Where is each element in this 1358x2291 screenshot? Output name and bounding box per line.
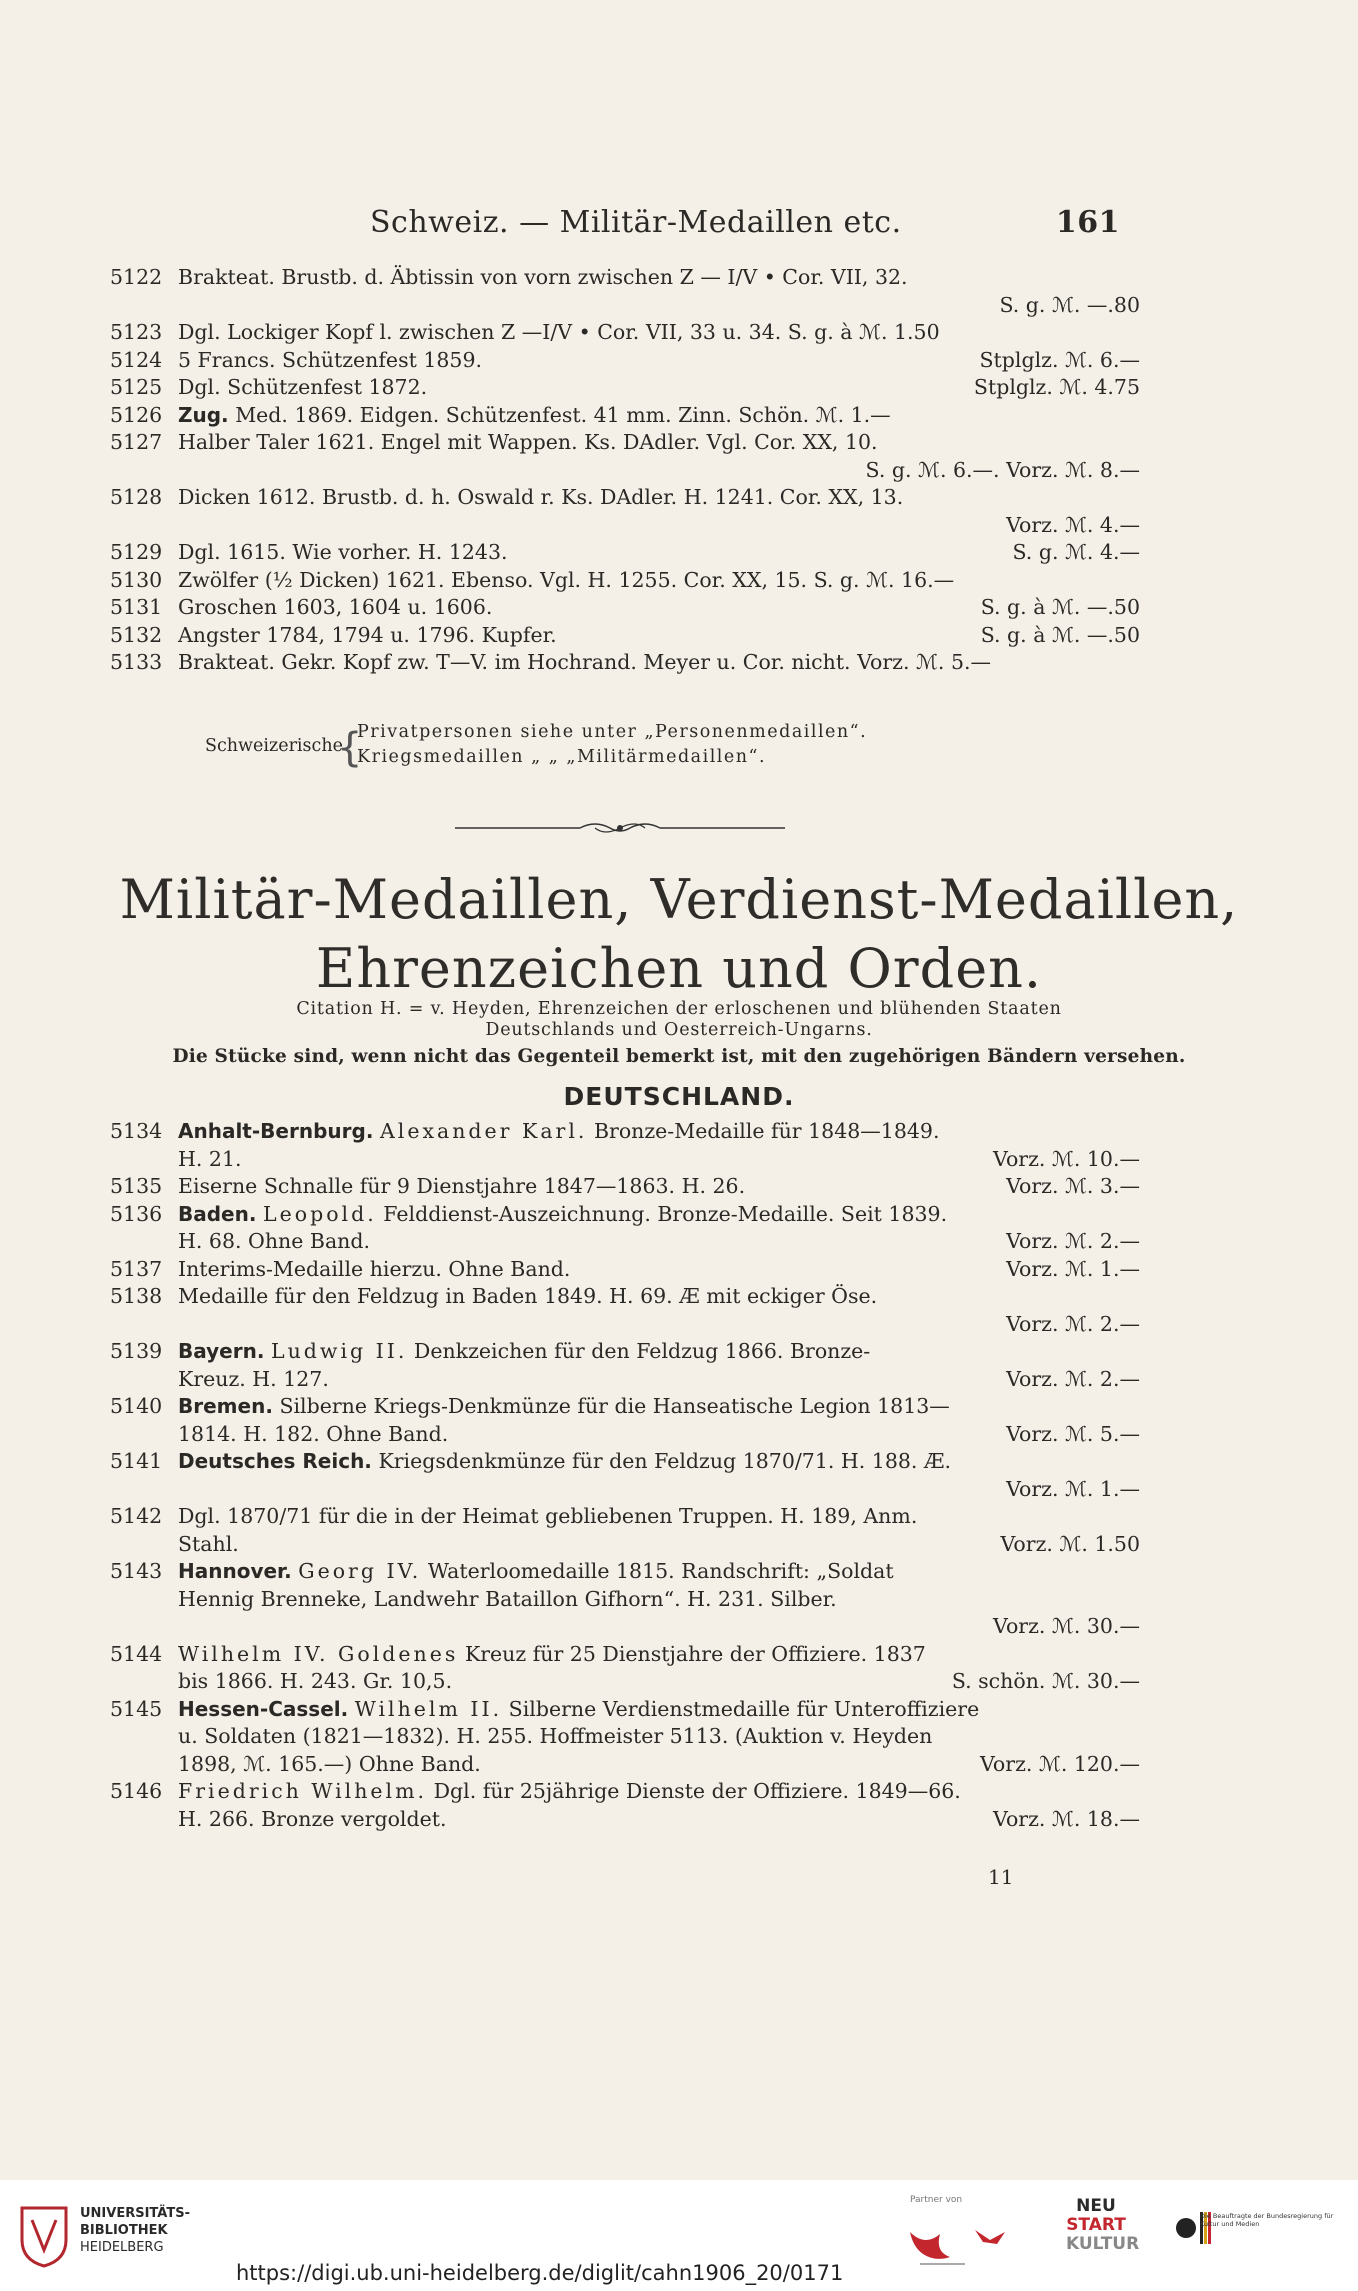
citation-line-1: Citation H. = v. Heyden, Ehrenzeichen der erloschenen und blühenden Staaten: [296, 999, 1062, 1019]
catalog-entry-5122: [110, 264, 1140, 292]
entry-price: S. g. ℳ. 4.—: [1012, 540, 1140, 564]
entry-ruler-name: Friedrich Wilhelm.: [178, 1779, 428, 1803]
catalog-entry-5125: [110, 374, 1140, 402]
entry-ruler-name: Alexander Karl.: [379, 1119, 588, 1143]
entry-text: [178, 1173, 745, 1201]
entry-number: 5126: [110, 402, 163, 427]
entry-price: Vorz. ℳ. 1.50: [1000, 1531, 1140, 1556]
header-title: Schweiz. — Militär-Medaillen etc.: [370, 205, 902, 240]
entry-text: [178, 1228, 370, 1256]
entry-text: [178, 1586, 837, 1614]
note-row-2: Kriegsmedaillen „ „ „Militärmedaillen“.: [357, 747, 767, 767]
entry-text: [178, 1641, 926, 1669]
entry-keyword: Baden.: [178, 1201, 257, 1226]
entry-description: bis 1866. H. 243. Gr. 10,5.: [178, 1669, 453, 1693]
catalog-entry-5141: [110, 1448, 1140, 1476]
entry-price: S. g. ℳ. 6.—. Vorz. ℳ. 8.—: [865, 457, 1140, 482]
entry-description: Dicken 1612. Brustb. d. h. Oswald r. Ks. DAdler. H. 1241. Cor. XX, 13.: [178, 485, 904, 509]
entry-description: u. Soldaten (1821—1832). H. 255. Hoffmeister 5113. (Auktion v. Heyden: [178, 1724, 933, 1748]
document-url-link[interactable]: https://digi.ub.uni-heidelberg.de/diglit/cahn1906_20/0171: [236, 2261, 844, 2285]
entry-description: Dgl. 1615. Wie vorher. H. 1243.: [178, 540, 508, 564]
catalog-entry-5123: [110, 319, 1140, 347]
catalog-entry-5144: [110, 1641, 1140, 1669]
partner-bird-logo-icon: [905, 2212, 1035, 2272]
section-title-line-1: Militär-Medaillen, Verdienst-Medaillen,: [119, 868, 1239, 931]
entry-text: [178, 1668, 452, 1696]
page-number: 161: [1055, 205, 1120, 240]
catalog-entry-continuation: [110, 292, 1140, 320]
entry-price: Vorz. ℳ. 2.—: [1006, 1311, 1140, 1336]
entry-text: [178, 484, 903, 512]
entry-description: Angster 1784, 1794 u. 1796. Kupfer.: [178, 622, 557, 647]
entry-number: 5136: [110, 1201, 163, 1226]
divider-ornament: [455, 818, 785, 838]
entry-number: 5139: [110, 1339, 163, 1363]
ribbon-remark: Die Stücke sind, wenn nicht das Gegenteil bemerkt ist, mit den zugehörigen Bändern versehen.: [172, 1046, 1186, 1067]
neustart-line: KULTUR: [1066, 2234, 1140, 2254]
catalog-entry-continuation: [110, 1228, 1140, 1256]
section-title-line-2: Ehrenzeichen und Orden.: [315, 937, 1043, 1000]
entry-description: Groschen 1603, 1604 u. 1606.: [178, 595, 493, 619]
entry-text: [178, 539, 508, 567]
entry-text: [178, 1696, 979, 1724]
entry-description: 1814. H. 182. Ohne Band.: [178, 1421, 449, 1446]
catalog-entry-5135: [110, 1173, 1140, 1201]
partner-label: Partner von: [910, 2195, 963, 2205]
entry-description: Med. 1869. Eidgen. Schützenfest. 41 mm. Zinn. Schön. ℳ. 1.—: [235, 402, 891, 427]
entry-keyword: Anhalt-Bernburg.: [178, 1119, 374, 1143]
entry-number: 5145: [110, 1696, 163, 1721]
entry-text: [178, 319, 940, 347]
library-line: BIBLIOTHEK: [80, 2223, 168, 2238]
entry-ruler-name: Leopold.: [263, 1201, 377, 1226]
entry-description: Interims-Medaille hierzu. Ohne Band.: [178, 1256, 571, 1281]
entry-price: Vorz. ℳ. 5.—: [1006, 1421, 1140, 1446]
entry-price: Vorz. ℳ. 1.—: [1006, 1256, 1140, 1281]
entry-price: Vorz. ℳ. 30.—: [993, 1614, 1140, 1638]
entry-description: Felddienst-Auszeichnung. Bronze-Medaille. Seit 1839.: [383, 1201, 948, 1226]
entry-text: [178, 1778, 961, 1806]
note-row-1: Privatpersonen siehe unter „Personenmedaillen“.: [357, 722, 868, 742]
entry-ruler-name: Georg IV.: [298, 1559, 422, 1583]
entry-keyword: Deutsches Reich.: [178, 1449, 372, 1473]
entry-number: 5125: [110, 375, 163, 399]
entry-description: H. 266. Bronze vergoldet.: [178, 1806, 447, 1831]
entry-text: [178, 264, 908, 292]
entry-keyword: Hannover.: [178, 1559, 292, 1583]
library-name: [80, 2205, 190, 2256]
entry-number: 5135: [110, 1174, 163, 1198]
catalog-entry-5126: [110, 402, 1140, 430]
entry-price: Vorz. ℳ. 18.—: [993, 1806, 1140, 1831]
entry-keyword: Zug.: [178, 402, 229, 427]
catalog-entry-5131: [110, 594, 1140, 622]
entry-number: 5140: [110, 1394, 163, 1418]
entry-description: Kreuz für 25 Dienstjahre der Offiziere. 1837: [464, 1641, 926, 1666]
entry-price: Stplglz. ℳ. 6.—: [979, 347, 1140, 372]
entry-number: 5132: [110, 622, 163, 647]
entry-keyword: Bayern.: [178, 1339, 265, 1363]
library-line: UNIVERSITÄTS-: [80, 2206, 190, 2221]
entry-number: 5128: [110, 485, 163, 509]
note-label: Schweizerische: [205, 736, 343, 756]
entry-text: [178, 649, 991, 677]
entry-text: [178, 1256, 570, 1284]
catalog-entry-continuation: [110, 1586, 1140, 1614]
catalog-entry-5142: [110, 1503, 1140, 1531]
entry-text: [178, 374, 427, 402]
entry-text: [178, 1421, 448, 1449]
catalog-entry-continuation: [110, 1751, 1140, 1779]
entry-price: Vorz. ℳ. 3.—: [1006, 1174, 1140, 1198]
entry-number: 5133: [110, 650, 163, 674]
entry-text: [178, 1723, 932, 1751]
entry-description: Brakteat. Brustb. d. Äbtissin von vorn zwischen Z — I/V • Cor. VII, 32.: [178, 265, 908, 289]
catalog-entry-continuation: [110, 1531, 1140, 1559]
entry-number: 5144: [110, 1641, 163, 1666]
entry-text: [178, 1531, 239, 1559]
entry-text: [178, 1558, 894, 1586]
catalog-entry-5128: [110, 484, 1140, 512]
catalog-entry-5138: [110, 1283, 1140, 1311]
entry-description: Denkzeichen für den Feldzug 1866. Bronze-: [413, 1339, 871, 1363]
neustart-kultur-logo: [1066, 2196, 1140, 2254]
entry-description: Silberne Verdienstmedaille für Unteroffiziere: [508, 1696, 980, 1721]
catalog-entry-continuation: [110, 1366, 1140, 1394]
entry-text: [178, 622, 557, 650]
entry-price: Vorz. ℳ. 120.—: [980, 1751, 1140, 1776]
entry-text: [178, 1283, 877, 1311]
entry-number: 5137: [110, 1256, 163, 1281]
entry-description: Dgl. für 25jährige Dienste der Offiziere. 1849—66.: [433, 1779, 961, 1803]
entry-description: Kriegsdenkmünze für den Feldzug 1870/71. H. 188. Æ.: [378, 1449, 951, 1473]
entry-price: Vorz. ℳ. 4.—: [1006, 512, 1140, 537]
catalog-entry-5133: [110, 649, 1140, 677]
entry-text: [178, 1118, 939, 1146]
entry-text: [178, 1366, 329, 1394]
catalog-entry-5132: [110, 622, 1140, 650]
entry-price: Vorz. ℳ. 10.—: [993, 1146, 1140, 1171]
entry-description: 5 Francs. Schützenfest 1859.: [178, 347, 483, 372]
catalog-entry-continuation: [110, 1421, 1140, 1449]
brace-glyph: {: [337, 725, 363, 771]
catalog-entry-5129: [110, 539, 1140, 567]
catalog-entry-5130: [110, 567, 1140, 595]
catalog-entry-5146: [110, 1778, 1140, 1806]
entry-description: Waterloomedaille 1815. Randschrift: „Soldat: [427, 1559, 894, 1583]
entry-text: [178, 1806, 446, 1834]
entry-price: Stplglz. ℳ. 4.75: [973, 375, 1140, 399]
neustart-line: START: [1066, 2215, 1126, 2235]
catalog-entry-5136: [110, 1201, 1140, 1229]
catalog-entry-5143: [110, 1558, 1140, 1586]
entry-text: [178, 1201, 947, 1229]
catalog-entries-germany: [110, 1118, 1140, 1833]
catalog-entry-continuation: [110, 1146, 1140, 1174]
entry-number: 5142: [110, 1504, 163, 1528]
entry-price: Vorz. ℳ. 2.—: [1006, 1229, 1140, 1253]
entry-text: [178, 347, 482, 375]
entry-description: Brakteat. Gekr. Kopf zw. T—V. im Hochrand. Meyer u. Cor. nicht. Vorz. ℳ. 5.—: [178, 650, 992, 674]
entry-description: Dgl. Schützenfest 1872.: [178, 375, 428, 399]
neustart-line: NEU: [1076, 2196, 1116, 2216]
entry-number: 5124: [110, 347, 163, 372]
entry-number: 5138: [110, 1284, 163, 1308]
entry-price: S. g. à ℳ. —.50: [980, 622, 1140, 647]
entry-description: Dgl. 1870/71 für die in der Heimat gebliebenen Truppen. H. 189, Anm.: [178, 1504, 918, 1528]
catalog-entry-5134: [110, 1118, 1140, 1146]
entry-description: Bronze-Medaille für 1848—1849.: [593, 1119, 940, 1143]
catalog-entry-5127: [110, 429, 1140, 457]
catalog-entry-5140: [110, 1393, 1140, 1421]
entry-text: [178, 402, 891, 430]
entry-keyword: Bremen.: [178, 1394, 273, 1418]
entry-description: Stahl.: [178, 1531, 239, 1556]
entry-description: Kreuz. H. 127.: [178, 1366, 329, 1391]
entry-price: S. schön. ℳ. 30.—: [951, 1669, 1140, 1693]
entry-price: S. g. à ℳ. —.50: [980, 595, 1140, 619]
catalog-entry-continuation: [110, 1806, 1140, 1834]
bkm-label: Die Beauftragte der Bundesregierung für Kultur und Medien: [1200, 2212, 1334, 2228]
country-heading: DEUTSCHLAND.: [563, 1082, 795, 1111]
catalog-entry-continuation: [110, 1613, 1140, 1641]
entry-description: Zwölfer (½ Dicken) 1621. Ebenso. Vgl. H. 1255. Cor. XX, 15. S. g. ℳ. 16.—: [178, 567, 955, 592]
entry-text: [178, 1448, 951, 1476]
running-header: [370, 205, 1120, 245]
entry-description: 1898, ℳ. 165.—) Ohne Band.: [178, 1751, 481, 1776]
entry-text: [178, 429, 878, 457]
catalog-entry-continuation: [110, 1311, 1140, 1339]
sheet-number: 11: [988, 1865, 1014, 1889]
entry-keyword: Hessen-Cassel.: [178, 1696, 349, 1721]
entry-text: [178, 1393, 950, 1421]
entry-ruler-name: Ludwig II.: [270, 1339, 408, 1363]
catalog-entry-5145: [110, 1696, 1140, 1724]
entry-price: S. g. ℳ. —.80: [999, 292, 1140, 317]
university-seal-icon: [14, 2200, 74, 2270]
entry-number: 5127: [110, 430, 163, 454]
entry-text: [178, 1503, 917, 1531]
entry-text: [178, 567, 954, 595]
catalog-entry-continuation: [110, 1476, 1140, 1504]
entry-text: [178, 1338, 870, 1366]
catalog-entry-continuation: [110, 1668, 1140, 1696]
entry-description: Halber Taler 1621. Engel mit Wappen. Ks. DAdler. Vgl. Cor. XX, 10.: [178, 430, 878, 454]
catalog-entry-continuation: [110, 457, 1140, 485]
entry-description: Hennig Brenneke, Landwehr Bataillon Gifhorn“. H. 231. Silber.: [178, 1586, 837, 1611]
entry-description: Dgl. Lockiger Kopf l. zwischen Z —I/V • Cor. VII, 33 u. 34. S. g. à ℳ. 1.50: [178, 320, 940, 344]
catalog-entry-5137: [110, 1256, 1140, 1284]
catalog-entry-5124: [110, 347, 1140, 375]
entry-number: 5131: [110, 595, 163, 619]
entry-ruler-name: Wilhelm IV. Goldenes: [178, 1641, 459, 1666]
catalog-entry-continuation: [110, 1723, 1140, 1751]
entry-description: H. 21.: [178, 1146, 242, 1171]
entry-number: 5141: [110, 1449, 163, 1473]
entry-number: 5122: [110, 265, 163, 289]
library-line: HEIDELBERG: [80, 2240, 164, 2255]
entry-text: [178, 1751, 481, 1779]
entry-description: Eiserne Schnalle für 9 Dienstjahre 1847—1863. H. 26.: [178, 1174, 746, 1198]
entry-number: 5143: [110, 1559, 163, 1583]
entry-number: 5130: [110, 567, 163, 592]
entry-ruler-name: Wilhelm II.: [354, 1696, 503, 1721]
catalog-entry-5139: [110, 1338, 1140, 1366]
entry-description: H. 68. Ohne Band.: [178, 1229, 371, 1253]
entry-number: 5146: [110, 1779, 163, 1803]
catalog-entry-continuation: [110, 512, 1140, 540]
cross-reference-note: [205, 722, 1105, 778]
entry-number: 5123: [110, 320, 163, 344]
entry-description: Medaille für den Feldzug in Baden 1849. H. 69. Æ mit eckiger Öse.: [178, 1284, 878, 1308]
entry-number: 5129: [110, 540, 163, 564]
entry-price: Vorz. ℳ. 2.—: [1006, 1366, 1140, 1391]
entry-text: [178, 1146, 242, 1174]
entry-description: Silberne Kriegs-Denkmünze für die Hanseatische Legion 1813—: [279, 1394, 950, 1418]
citation-line-2: Deutschlands und Oesterreich-Ungarns.: [485, 1020, 873, 1040]
entry-text: [178, 594, 492, 622]
entry-price: Vorz. ℳ. 1.—: [1006, 1476, 1140, 1501]
catalog-entries-switzerland: [110, 264, 1140, 677]
entry-number: 5134: [110, 1119, 163, 1143]
